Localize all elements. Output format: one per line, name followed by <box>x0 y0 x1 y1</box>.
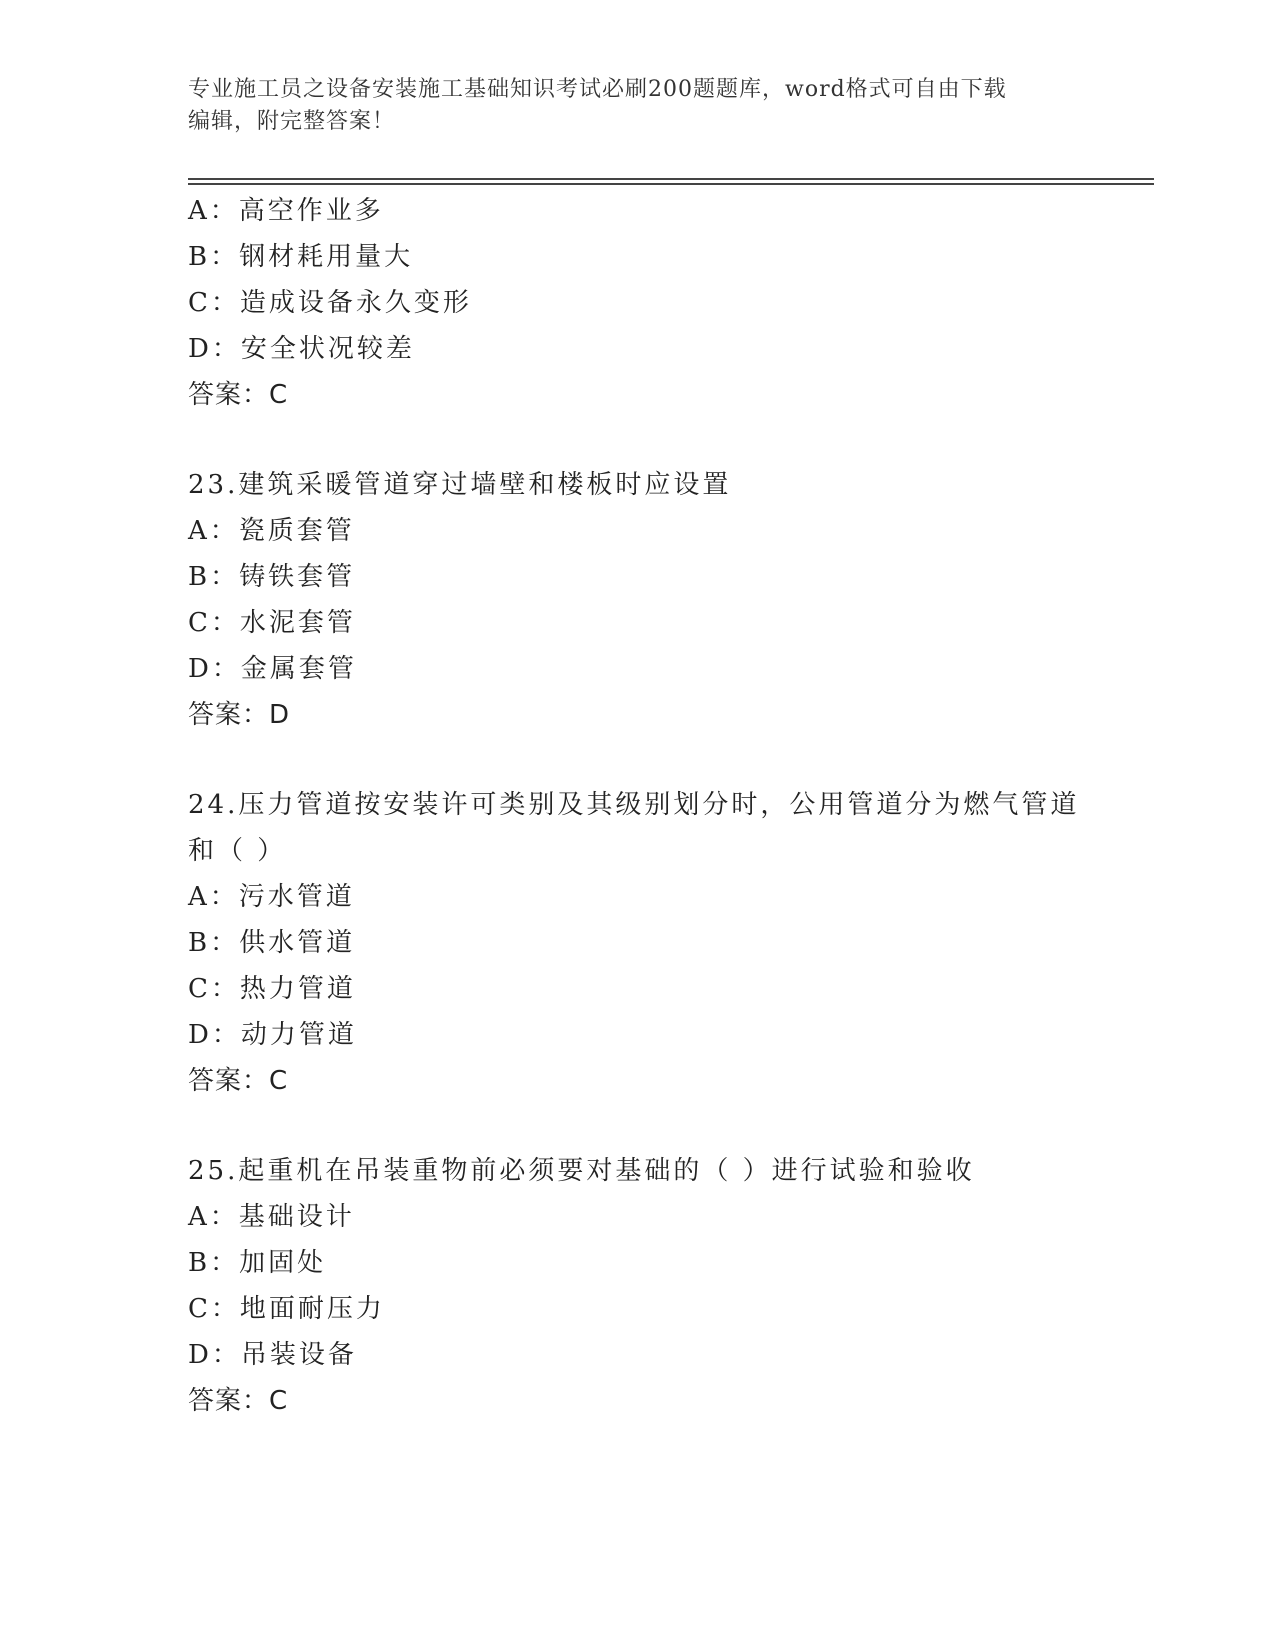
answer-line: 答案：C <box>188 1386 289 1416</box>
question-content <box>188 188 1088 1424</box>
question-stem: 23.建筑采暖管道穿过墙壁和楼板时应设置 <box>188 470 732 500</box>
option-d: D：吊装设备 <box>188 1340 357 1370</box>
question-stem-continuation: 和（ ） <box>188 836 287 866</box>
option-b: B：供水管道 <box>188 928 356 958</box>
option-d: D：安全状况较差 <box>188 334 415 364</box>
option-a: A：瓷质套管 <box>188 516 355 546</box>
option-c: C：水泥套管 <box>188 608 356 638</box>
answer-line: 答案：C <box>188 1066 289 1096</box>
option-b: B：加固处 <box>188 1248 327 1278</box>
question-stem: 24.压力管道按安装许可类别及其级别划分时，公用管道分为燃气管道 <box>188 790 1080 820</box>
option-b: B：铸铁套管 <box>188 562 356 592</box>
option-a: A：高空作业多 <box>188 196 384 226</box>
option-d: D：动力管道 <box>188 1020 357 1050</box>
header-divider-top <box>188 178 1154 180</box>
option-c: C：地面耐压力 <box>188 1294 385 1324</box>
option-b: B：钢材耗用量大 <box>188 242 414 272</box>
question-block-23 <box>188 462 1088 738</box>
option-a: A：污水管道 <box>188 882 355 912</box>
header-divider-bottom <box>188 183 1154 185</box>
option-c: C：热力管道 <box>188 974 356 1004</box>
question-block-24 <box>188 782 1088 1104</box>
option-a: A：基础设计 <box>188 1202 355 1232</box>
question-block-22 <box>188 188 1088 418</box>
answer-line: 答案：D <box>188 700 291 730</box>
header-title-line-2: 编辑，附完整答案！ <box>188 109 396 134</box>
answer-line: 答案：C <box>188 380 289 410</box>
document-header <box>188 74 1088 138</box>
question-stem: 25.起重机在吊装重物前必须要对基础的（ ）进行试验和验收 <box>188 1156 975 1186</box>
option-d: D：金属套管 <box>188 654 357 684</box>
header-title-line-1: 专业施工员之设备安装施工基础知识考试必刷200题题库，word格式可自由下载 <box>188 77 1007 102</box>
question-block-25 <box>188 1148 1088 1424</box>
option-c: C：造成设备永久变形 <box>188 288 472 318</box>
